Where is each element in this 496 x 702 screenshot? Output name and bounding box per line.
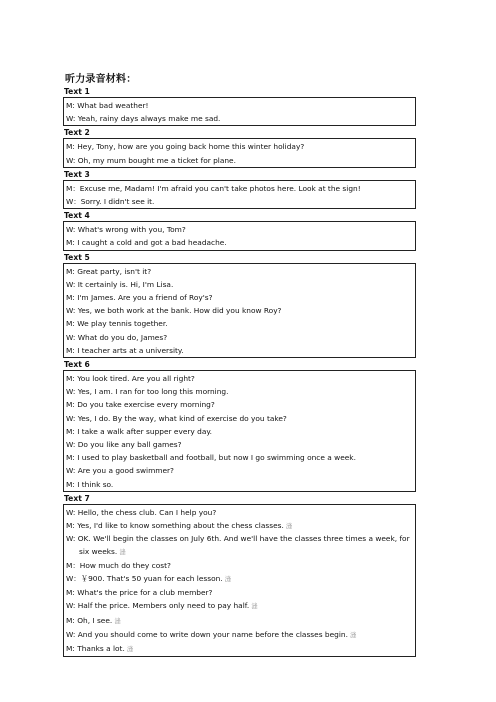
watermark-glyph: 漨 (249, 602, 258, 611)
dialogue-text: M: I teacher arts at a university. (66, 345, 184, 355)
dialogue-text: W: Yes, I am. I ran for too long this morning. (66, 387, 229, 397)
dialogue-line (66, 614, 413, 628)
dialogue-line (66, 236, 413, 249)
dialogue-line (66, 278, 413, 291)
dialogue-box (63, 180, 416, 209)
dialogue-line (66, 642, 413, 656)
dialogue-line (66, 533, 413, 559)
dialogue-line (66, 112, 413, 125)
dialogue-line (66, 140, 413, 153)
section-label: Text 4 (64, 211, 90, 221)
section-label: Text 2 (64, 128, 90, 138)
dialogue-box (63, 263, 416, 358)
dialogue-line (66, 265, 413, 278)
dialogue-text: W: Hello, the chess club. Can I help you? (66, 507, 217, 517)
dialogue-text: M: Yes, I'd like to know something about the chess classes. (66, 521, 284, 531)
dialogue-text: W: Are you a good swimmer? (66, 466, 174, 476)
dialogue-box (63, 138, 416, 167)
dialogue-text: W：￥900. That's 50 yuan for each lesson. (66, 574, 223, 584)
watermark-glyph: 漨 (222, 575, 232, 584)
section-label: Text 6 (64, 360, 90, 370)
dialogue-line (66, 478, 413, 491)
dialogue-line (66, 586, 413, 599)
dialogue-text: W: Do you like any ball games? (66, 440, 182, 450)
dialogue-line (66, 599, 413, 613)
dialogue-line (66, 344, 413, 357)
dialogue-line (66, 154, 413, 167)
dialogue-line (66, 304, 413, 317)
dialogue-line (66, 385, 413, 398)
dialogue-line (66, 628, 413, 642)
transcript-sections (63, 86, 416, 658)
section-label: Text 3 (64, 169, 90, 179)
dialogue-text: M：How much do they cost? (66, 560, 171, 570)
dialogue-line (66, 506, 413, 519)
dialogue-box (63, 504, 416, 657)
dialogue-line (66, 291, 413, 304)
dialogue-text: M: I caught a cold and got a bad headache. (66, 238, 227, 248)
watermark-glyph: 漨 (347, 630, 357, 639)
dialogue-text: W: What's wrong with you, Tom? (66, 225, 186, 235)
section-label: Text 5 (64, 252, 90, 262)
dialogue-line (66, 99, 413, 112)
watermark-glyph: 漨 (112, 616, 121, 625)
dialogue-text: M: I think so. (66, 479, 114, 489)
dialogue-line (66, 572, 413, 586)
dialogue-line (66, 398, 413, 411)
dialogue-text: M: What's the price for a club member? (66, 588, 213, 598)
dialogue-line (66, 331, 413, 344)
dialogue-text: W: Yes, we both work at the bank. How did you know Roy? (66, 306, 282, 316)
dialogue-text: M: I take a walk after supper every day. (66, 426, 213, 436)
dialogue-line (66, 412, 413, 425)
dialogue-line (66, 317, 413, 330)
dialogue-line (66, 182, 413, 195)
dialogue-text: W: OK. We'll begin the classes on July 6th. And we'll have the classes three times a week, for six weeks. (66, 534, 412, 557)
watermark-glyph: 漨 (117, 548, 126, 557)
dialogue-text: W: Oh, my mum bought me a ticket for plane. (66, 155, 236, 165)
dialogue-text: M: Great party, isn't it? (66, 266, 152, 276)
dialogue-line (66, 559, 413, 572)
dialogue-text: W: And you should come to write down your name before the classes begin. (66, 629, 348, 639)
dialogue-text: W: What do you do, James? (66, 332, 168, 342)
page-title: 听力录音材料： (65, 74, 137, 85)
dialogue-text: M: Oh, I see. (66, 615, 113, 625)
dialogue-text: M: Thanks a lot. (66, 644, 125, 654)
watermark-glyph: 漨 (283, 522, 293, 531)
dialogue-line (66, 223, 413, 236)
dialogue-line (66, 464, 413, 477)
dialogue-line (66, 519, 413, 533)
section-label: Text 1 (64, 87, 90, 96)
dialogue-text: M：Excuse me, Madam! I'm afraid you can't take photos here. Look at the sign! (66, 183, 361, 193)
dialogue-text: M: I'm James. Are you a friend of Roy's? (66, 293, 213, 303)
dialogue-box (63, 97, 416, 126)
dialogue-box (63, 370, 416, 492)
dialogue-text: M: Hey, Tony, how are you going back home this winter holiday? (66, 142, 305, 152)
dialogue-line (66, 438, 413, 451)
watermark-glyph: 漨 (124, 645, 134, 654)
dialogue-line (66, 451, 413, 464)
dialogue-box (63, 221, 416, 250)
dialogue-text: W: It certainly is. Hi, I'm Lisa. (66, 279, 174, 289)
dialogue-text: M: We play tennis together. (66, 319, 168, 329)
dialogue-line (66, 425, 413, 438)
dialogue-text: W: Yes, I do. By the way, what kind of exercise do you take? (66, 413, 287, 423)
dialogue-line (66, 372, 413, 385)
dialogue-text: M: You look tired. Are you all right? (66, 374, 195, 384)
dialogue-text: M: I used to play basketball and football, but now I go swimming once a week. (66, 453, 356, 463)
dialogue-text: M: What bad weather! (66, 101, 149, 110)
section-label: Text 7 (64, 493, 90, 503)
dialogue-text: W：Sorry. I didn't see it. (66, 197, 155, 207)
dialogue-line (66, 195, 413, 208)
dialogue-text: M: Do you take exercise every morning? (66, 400, 215, 410)
dialogue-text: W: Yeah, rainy days always make me sad. (66, 114, 221, 124)
dialogue-text: W: Half the price. Members only need to pay half. (66, 601, 250, 611)
